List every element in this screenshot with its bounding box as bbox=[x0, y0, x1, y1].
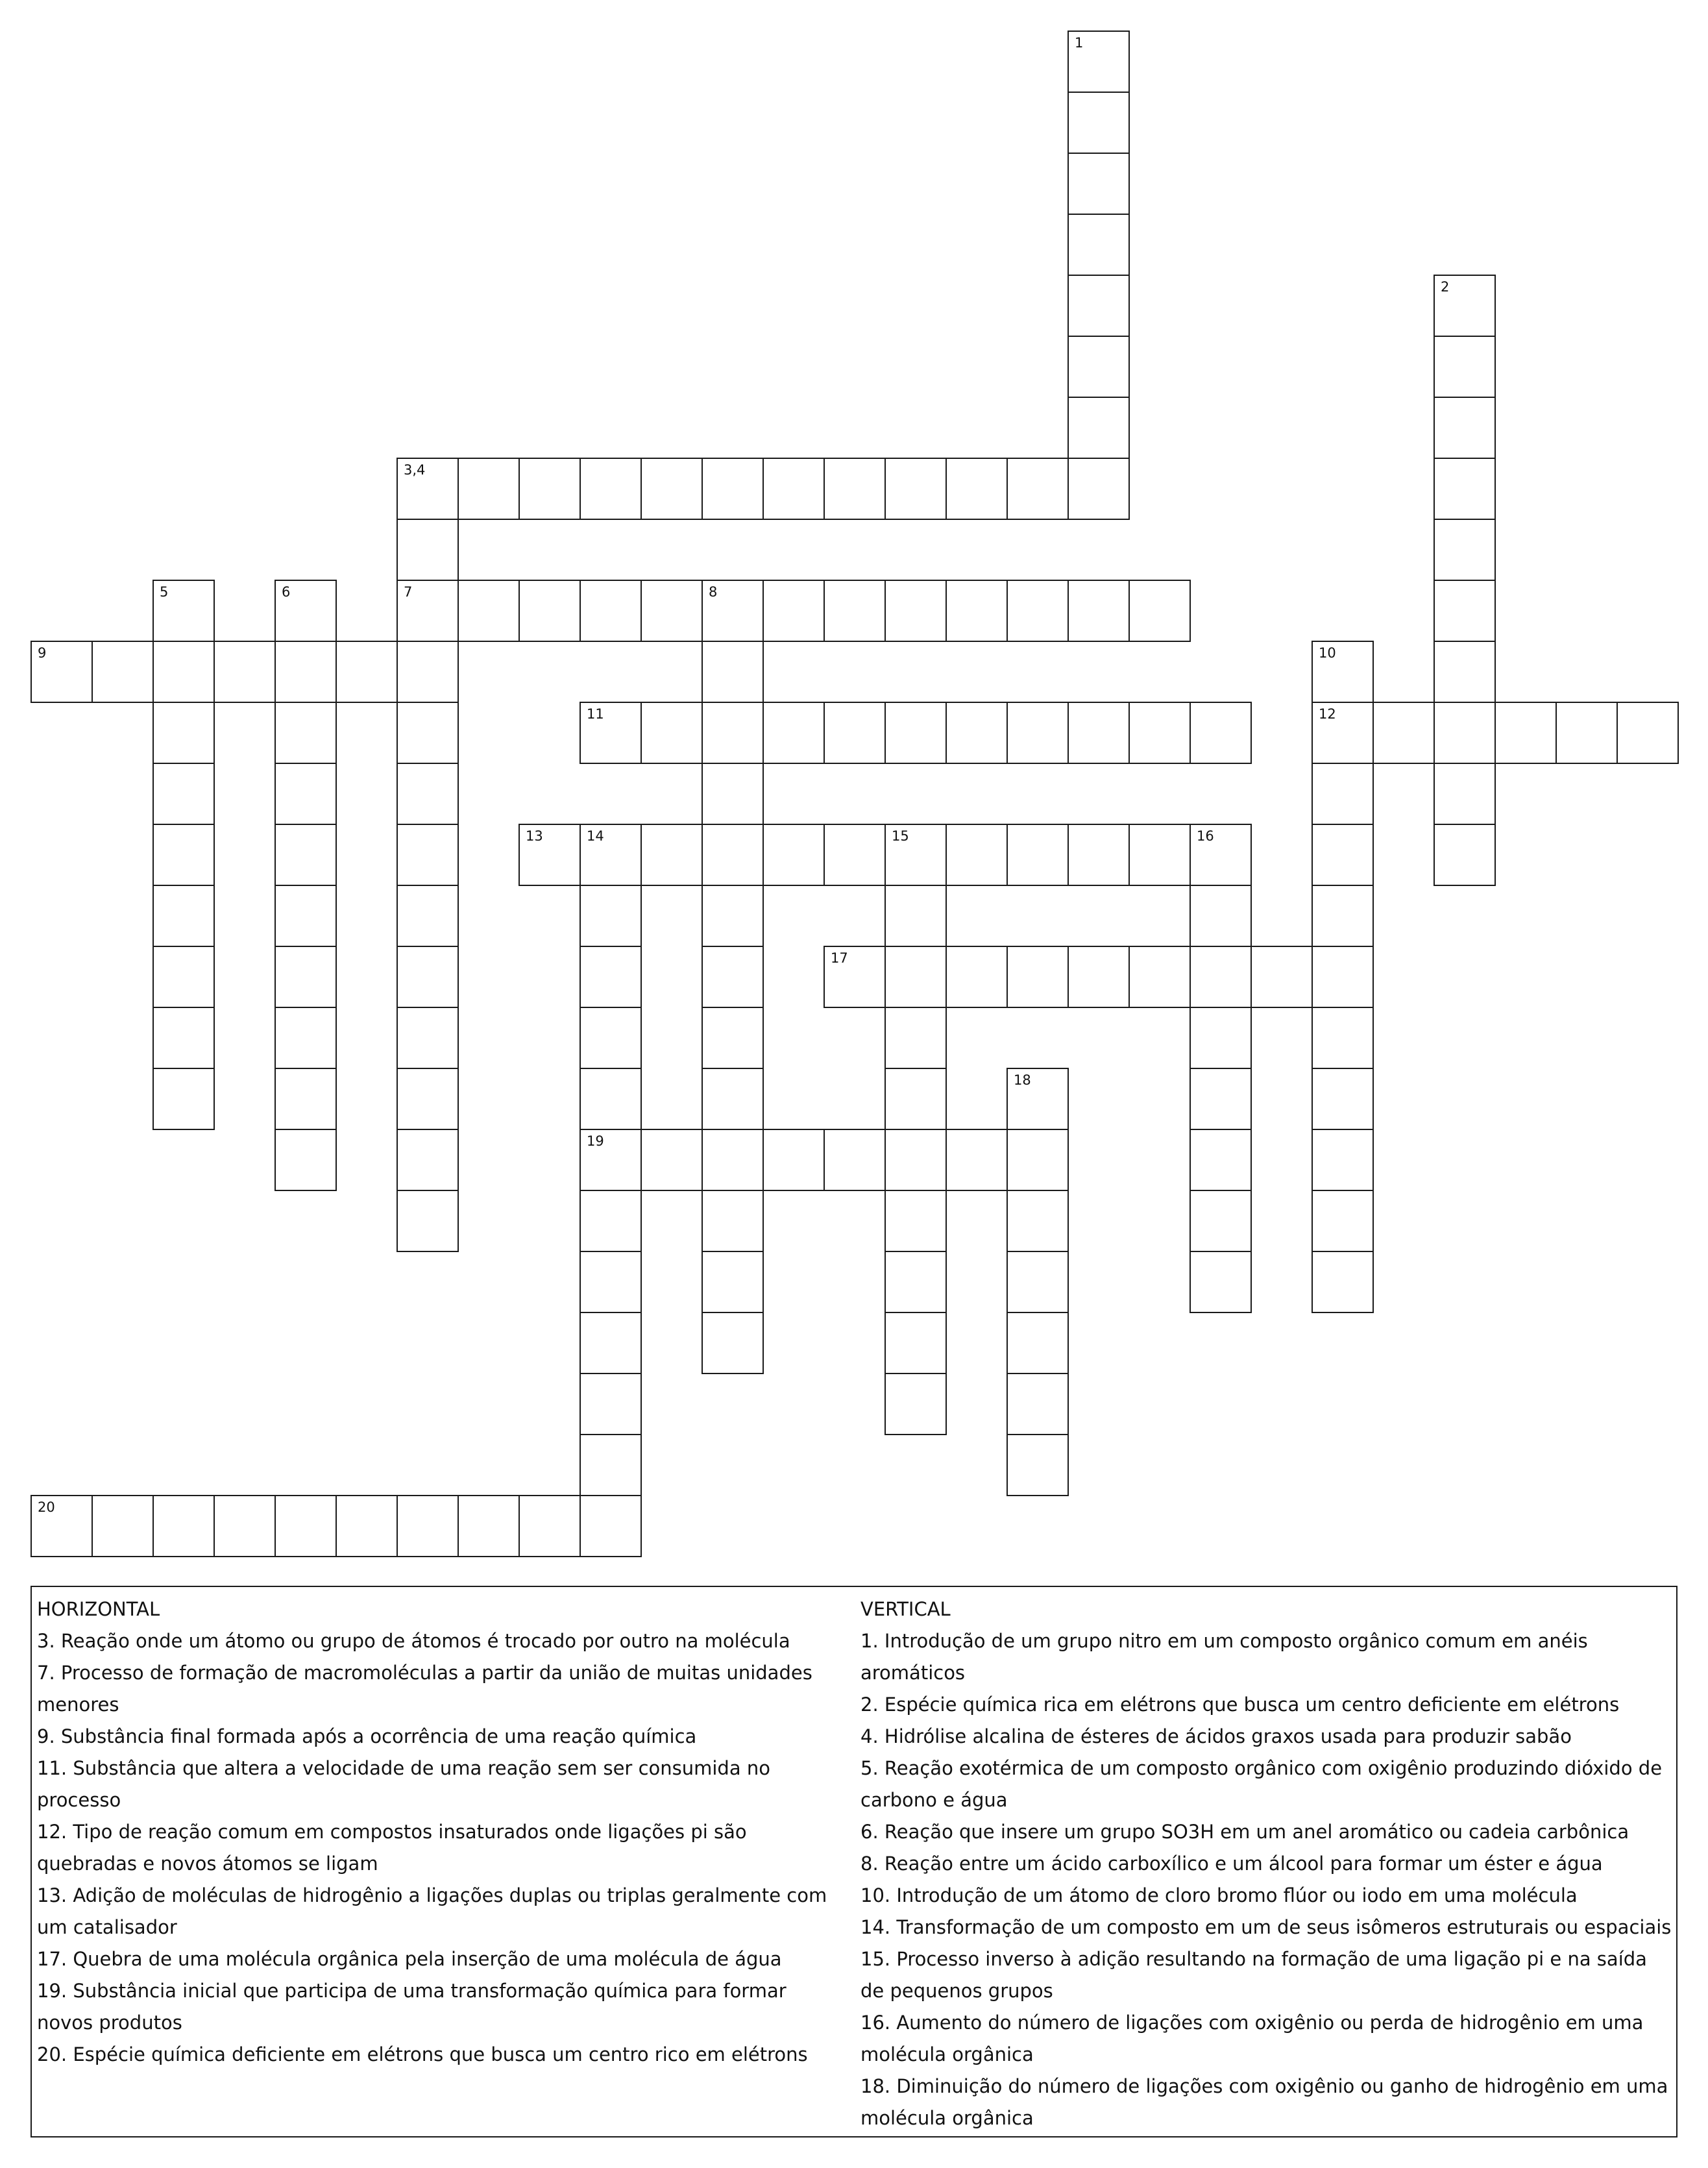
crossword-cell[interactable] bbox=[396, 580, 459, 642]
crossword-cell[interactable] bbox=[1068, 153, 1130, 215]
crossword-cell[interactable] bbox=[1006, 458, 1069, 520]
crossword-cell[interactable] bbox=[1068, 275, 1130, 337]
crossword-cell[interactable] bbox=[702, 1068, 764, 1130]
horizontal-clues bbox=[37, 1594, 848, 2071]
crossword-cell[interactable] bbox=[1312, 1129, 1374, 1191]
crossword-cell[interactable] bbox=[1312, 702, 1374, 764]
crossword-cell[interactable] bbox=[336, 1495, 398, 1557]
crossword-cell[interactable] bbox=[152, 1495, 215, 1557]
crossword-cell[interactable] bbox=[1068, 580, 1130, 642]
crossword-cell[interactable] bbox=[152, 1007, 215, 1069]
crossword-cell[interactable] bbox=[824, 1129, 886, 1191]
crossword-cell[interactable] bbox=[396, 763, 459, 825]
crossword-cell[interactable] bbox=[702, 458, 764, 520]
crossword-cell[interactable] bbox=[702, 580, 764, 642]
crossword-cell[interactable] bbox=[274, 824, 337, 886]
crossword-cell[interactable] bbox=[640, 458, 703, 520]
crossword-cell[interactable] bbox=[702, 763, 764, 825]
crossword-cell[interactable] bbox=[946, 458, 1008, 520]
clues-box bbox=[30, 1586, 1678, 2137]
crossword-cell[interactable] bbox=[824, 824, 886, 886]
crossword-cell[interactable] bbox=[884, 885, 947, 947]
crossword-cell[interactable] bbox=[884, 458, 947, 520]
crossword-cell[interactable] bbox=[396, 1068, 459, 1130]
clue-item: 20. Espécie química deficiente em elétrons que busca um centro rico em elétrons bbox=[37, 2043, 808, 2065]
crossword-cell[interactable] bbox=[580, 946, 642, 1008]
crossword-cell[interactable] bbox=[152, 702, 215, 764]
crossword-cell[interactable] bbox=[396, 519, 459, 581]
crossword-cell[interactable] bbox=[396, 885, 459, 947]
crossword-cell[interactable] bbox=[152, 580, 215, 642]
crossword-cell[interactable] bbox=[1434, 458, 1496, 520]
crossword-cell[interactable] bbox=[884, 702, 947, 764]
horizontal-heading: HORIZONTAL bbox=[37, 1598, 160, 1620]
crossword-cell[interactable] bbox=[214, 641, 276, 703]
crossword-cell[interactable] bbox=[1312, 641, 1374, 703]
vertical-clue-list bbox=[860, 1625, 1672, 2134]
clue-item: 8. Reação entre um ácido carboxílico e um álcool para formar um éster e água bbox=[860, 1853, 1603, 1875]
crossword-cell[interactable] bbox=[702, 885, 764, 947]
crossword-cell[interactable] bbox=[1190, 946, 1252, 1008]
crossword-cell[interactable] bbox=[762, 1129, 825, 1191]
crossword-cell[interactable] bbox=[1006, 1312, 1069, 1374]
crossword-cell[interactable] bbox=[396, 1495, 459, 1557]
crossword-cell[interactable] bbox=[702, 946, 764, 1008]
crossword-cell[interactable] bbox=[1312, 1251, 1374, 1313]
crossword-cell[interactable] bbox=[396, 824, 459, 886]
crossword-cell[interactable] bbox=[1068, 336, 1130, 398]
crossword-cell[interactable] bbox=[580, 1190, 642, 1252]
crossword-cell[interactable] bbox=[152, 763, 215, 825]
crossword-cell[interactable] bbox=[1190, 1068, 1252, 1130]
crossword-cell[interactable] bbox=[214, 1495, 276, 1557]
crossword-cell[interactable] bbox=[396, 1129, 459, 1191]
clue-number: 11 bbox=[587, 706, 604, 722]
crossword-cell[interactable] bbox=[458, 458, 520, 520]
crossword-cell[interactable] bbox=[274, 1007, 337, 1069]
crossword-cell[interactable] bbox=[396, 1190, 459, 1252]
crossword-cell[interactable] bbox=[702, 1190, 764, 1252]
crossword-cell[interactable] bbox=[824, 458, 886, 520]
crossword-cell[interactable] bbox=[1190, 1251, 1252, 1313]
crossword-cell[interactable] bbox=[1312, 885, 1374, 947]
clue-item: 12. Tipo de reação comum em compostos insaturados onde ligações pi são quebradas e novos átomos se ligam bbox=[37, 1821, 747, 1875]
crossword-cell[interactable] bbox=[824, 946, 886, 1008]
crossword-cell[interactable] bbox=[946, 1129, 1008, 1191]
crossword-cell[interactable] bbox=[580, 1434, 642, 1496]
crossword-cell[interactable] bbox=[1068, 458, 1130, 520]
crossword-cell[interactable] bbox=[1006, 1373, 1069, 1435]
crossword-cell[interactable] bbox=[1068, 946, 1130, 1008]
clue-item: 2. Espécie química rica em elétrons que busca um centro deficiente em elétrons bbox=[860, 1694, 1620, 1716]
crossword-cell[interactable] bbox=[1128, 580, 1191, 642]
crossword-cell[interactable] bbox=[1006, 1251, 1069, 1313]
crossword-cell[interactable] bbox=[824, 702, 886, 764]
crossword-cell[interactable] bbox=[762, 702, 825, 764]
crossword-cell[interactable] bbox=[884, 1068, 947, 1130]
crossword-cell[interactable] bbox=[580, 1007, 642, 1069]
crossword-cell[interactable] bbox=[1068, 31, 1130, 93]
clue-item: 4. Hidrólise alcalina de ésteres de ácidos graxos usada para produzir sabão bbox=[860, 1725, 1572, 1747]
crossword-cell[interactable] bbox=[580, 1129, 642, 1191]
crossword-cell[interactable] bbox=[884, 1129, 947, 1191]
crossword-cell[interactable] bbox=[580, 1373, 642, 1435]
crossword-cell[interactable] bbox=[458, 1495, 520, 1557]
clue-item: 1. Introdução de um grupo nitro em um composto orgânico comum em anéis aromáticos bbox=[860, 1630, 1588, 1684]
crossword-cell[interactable] bbox=[1068, 92, 1130, 154]
crossword-cell[interactable] bbox=[640, 1129, 703, 1191]
crossword-cell[interactable] bbox=[580, 1312, 642, 1374]
crossword-cell[interactable] bbox=[640, 702, 703, 764]
clue-number: 6 bbox=[282, 584, 291, 600]
crossword-cell[interactable] bbox=[1190, 702, 1252, 764]
crossword-cell[interactable] bbox=[92, 641, 154, 703]
crossword-cell[interactable] bbox=[1434, 641, 1496, 703]
crossword-cell[interactable] bbox=[702, 824, 764, 886]
clue-number: 17 bbox=[831, 950, 848, 966]
crossword-cell[interactable] bbox=[1312, 763, 1374, 825]
crossword-cell[interactable] bbox=[702, 1129, 764, 1191]
crossword-cell[interactable] bbox=[1128, 946, 1191, 1008]
crossword-cell[interactable] bbox=[152, 641, 215, 703]
crossword-cell[interactable] bbox=[1312, 946, 1374, 1008]
crossword-cell[interactable] bbox=[1250, 946, 1313, 1008]
clue-item: 3. Reação onde um átomo ou grupo de átomos é trocado por outro na molécula bbox=[37, 1630, 790, 1652]
crossword-cell[interactable] bbox=[884, 1007, 947, 1069]
crossword-cell[interactable] bbox=[518, 1495, 581, 1557]
crossword-cell[interactable] bbox=[1006, 824, 1069, 886]
clue-number: 20 bbox=[38, 1499, 55, 1515]
crossword-cell[interactable] bbox=[580, 580, 642, 642]
crossword-cell[interactable] bbox=[274, 580, 337, 642]
crossword-cell[interactable] bbox=[336, 641, 398, 703]
crossword-cell[interactable] bbox=[30, 641, 93, 703]
crossword-cell[interactable] bbox=[702, 641, 764, 703]
crossword-cell[interactable] bbox=[946, 702, 1008, 764]
crossword-cell[interactable] bbox=[702, 1251, 764, 1313]
crossword-cell[interactable] bbox=[762, 458, 825, 520]
crossword-cell[interactable] bbox=[580, 1495, 642, 1557]
clue-number: 1 bbox=[1075, 35, 1084, 51]
clue-number: 14 bbox=[587, 828, 604, 844]
clue-item: 13. Adição de moléculas de hidrogênio a ligações duplas ou triplas geralmente com um catalisador bbox=[37, 1884, 827, 1938]
crossword-cell[interactable] bbox=[640, 824, 703, 886]
clue-item: 15. Processo inverso à adição resultando na formação de uma ligação pi e na saída de pequenos grupos bbox=[860, 1948, 1647, 2002]
crossword-cell[interactable] bbox=[884, 1190, 947, 1252]
clue-number: 9 bbox=[38, 645, 47, 661]
crossword-cell[interactable] bbox=[1434, 824, 1496, 886]
crossword-cell[interactable] bbox=[1190, 885, 1252, 947]
clue-number: 8 bbox=[709, 584, 718, 600]
crossword-cell[interactable] bbox=[1312, 1007, 1374, 1069]
crossword-cell[interactable] bbox=[580, 885, 642, 947]
crossword-cell[interactable] bbox=[152, 946, 215, 1008]
crossword-cell[interactable] bbox=[1006, 946, 1069, 1008]
crossword-cell[interactable] bbox=[946, 824, 1008, 886]
crossword-cell[interactable] bbox=[1312, 1068, 1374, 1130]
crossword-cell[interactable] bbox=[762, 580, 825, 642]
crossword-cell[interactable] bbox=[640, 580, 703, 642]
clue-item: 5. Reação exotérmica de um composto orgânico com oxigênio produzindo dióxido de carbono e água bbox=[860, 1757, 1663, 1811]
crossword-cell[interactable] bbox=[1556, 702, 1618, 764]
clue-item: 7. Processo de formação de macromoléculas a partir da união de muitas unidades menores bbox=[37, 1662, 812, 1716]
crossword-cell[interactable] bbox=[1068, 214, 1130, 276]
crossword-cell[interactable] bbox=[1006, 1068, 1069, 1130]
crossword-cell[interactable] bbox=[702, 1312, 764, 1374]
crossword-cell[interactable] bbox=[1434, 397, 1496, 459]
crossword-cell[interactable] bbox=[580, 458, 642, 520]
crossword-cell[interactable] bbox=[884, 946, 947, 1008]
crossword-cell[interactable] bbox=[580, 702, 642, 764]
crossword-cell[interactable] bbox=[702, 702, 764, 764]
crossword-cell[interactable] bbox=[946, 580, 1008, 642]
clue-number: 12 bbox=[1319, 706, 1336, 722]
crossword-cell[interactable] bbox=[1190, 824, 1252, 886]
crossword-cell[interactable] bbox=[396, 1007, 459, 1069]
crossword-cell[interactable] bbox=[1434, 275, 1496, 337]
crossword-cell[interactable] bbox=[274, 1129, 337, 1191]
crossword-cell[interactable] bbox=[1006, 1129, 1069, 1191]
crossword-cell[interactable] bbox=[1434, 336, 1496, 398]
crossword-cell[interactable] bbox=[396, 641, 459, 703]
crossword-cell[interactable] bbox=[274, 885, 337, 947]
crossword-cell[interactable] bbox=[152, 1068, 215, 1130]
clue-number: 19 bbox=[587, 1133, 604, 1149]
clue-item: 6. Reação que insere um grupo SO3H em um anel aromático ou cadeia carbônica bbox=[860, 1821, 1629, 1843]
clue-number: 7 bbox=[404, 584, 413, 600]
clue-item: 16. Aumento do número de ligações com oxigênio ou perda de hidrogênio em uma molécula orgânica bbox=[860, 2012, 1644, 2065]
crossword-cell[interactable] bbox=[1372, 702, 1435, 764]
crossword-cell[interactable] bbox=[762, 824, 825, 886]
crossword-cell[interactable] bbox=[458, 580, 520, 642]
crossword-cell[interactable] bbox=[580, 1251, 642, 1313]
crossword-cell[interactable] bbox=[1312, 824, 1374, 886]
crossword-cell[interactable] bbox=[884, 580, 947, 642]
crossword-cell[interactable] bbox=[884, 1373, 947, 1435]
crossword-cell[interactable] bbox=[1494, 702, 1557, 764]
clue-number: 3,4 bbox=[404, 462, 426, 478]
clue-item: 11. Substância que altera a velocidade de uma reação sem ser consumida no processo bbox=[37, 1757, 770, 1811]
clue-item: 9. Substância final formada após a ocorrência de uma reação química bbox=[37, 1725, 697, 1747]
crossword-cell[interactable] bbox=[1434, 519, 1496, 581]
crossword-cell[interactable] bbox=[92, 1495, 154, 1557]
crossword-cell[interactable] bbox=[1006, 702, 1069, 764]
crossword-cell[interactable] bbox=[152, 824, 215, 886]
crossword-cell[interactable] bbox=[396, 702, 459, 764]
crossword-cell[interactable] bbox=[518, 458, 581, 520]
clue-number: 13 bbox=[526, 828, 543, 844]
crossword-cell[interactable] bbox=[274, 641, 337, 703]
crossword-cell[interactable] bbox=[152, 885, 215, 947]
clue-item: 10. Introdução de um átomo de cloro bromo flúor ou iodo em uma molécula bbox=[860, 1884, 1578, 1906]
crossword-cell[interactable] bbox=[580, 1068, 642, 1130]
crossword-cell[interactable] bbox=[884, 824, 947, 886]
crossword-cell[interactable] bbox=[580, 824, 642, 886]
clue-item: 18. Diminuição do número de ligações com oxigênio ou ganho de hidrogênio em uma molécula orgânica bbox=[860, 2075, 1668, 2129]
crossword-cell[interactable] bbox=[1312, 1190, 1374, 1252]
crossword-cell[interactable] bbox=[1434, 702, 1496, 764]
crossword-cell[interactable] bbox=[1068, 824, 1130, 886]
crossword-cell[interactable] bbox=[1616, 702, 1679, 764]
crossword-cell[interactable] bbox=[1068, 702, 1130, 764]
clue-item: 17. Quebra de uma molécula orgânica pela inserção de uma molécula de água bbox=[37, 1948, 782, 1970]
crossword-cell[interactable] bbox=[1434, 763, 1496, 825]
crossword-cell[interactable] bbox=[884, 1312, 947, 1374]
crossword-cell[interactable] bbox=[274, 946, 337, 1008]
clue-item: 19. Substância inicial que participa de uma transformação química para formar novos produtos bbox=[37, 1980, 787, 2034]
crossword-cell[interactable] bbox=[1006, 1434, 1069, 1496]
crossword-cell[interactable] bbox=[30, 1495, 93, 1557]
crossword-cell[interactable] bbox=[274, 702, 337, 764]
vertical-clues bbox=[860, 1594, 1672, 2134]
clue-number: 5 bbox=[160, 584, 169, 600]
crossword-cell[interactable] bbox=[1190, 1129, 1252, 1191]
crossword-cell[interactable] bbox=[1190, 1007, 1252, 1069]
crossword-cell[interactable] bbox=[1434, 580, 1496, 642]
crossword-cell[interactable] bbox=[1068, 397, 1130, 459]
clue-number: 15 bbox=[892, 828, 909, 844]
clue-number: 18 bbox=[1014, 1072, 1031, 1088]
crossword-cell[interactable] bbox=[518, 580, 581, 642]
crossword-cell[interactable] bbox=[1190, 1190, 1252, 1252]
crossword-cell[interactable] bbox=[274, 1495, 337, 1557]
crossword-cell[interactable] bbox=[946, 946, 1008, 1008]
crossword-cell[interactable] bbox=[824, 580, 886, 642]
crossword-cell[interactable] bbox=[702, 1007, 764, 1069]
crossword-cell[interactable] bbox=[396, 946, 459, 1008]
horizontal-clue-list bbox=[37, 1625, 848, 2071]
clue-number: 2 bbox=[1441, 279, 1450, 295]
clue-number: 10 bbox=[1319, 645, 1336, 661]
crossword-cell[interactable] bbox=[518, 824, 581, 886]
crossword-cell[interactable] bbox=[274, 1068, 337, 1130]
crossword-cell[interactable] bbox=[1006, 580, 1069, 642]
crossword-cell[interactable] bbox=[1006, 1190, 1069, 1252]
crossword-cell[interactable] bbox=[1128, 824, 1191, 886]
crossword-cell[interactable] bbox=[884, 1251, 947, 1313]
clue-number: 16 bbox=[1197, 828, 1214, 844]
crossword-cell[interactable] bbox=[396, 458, 459, 520]
clue-item: 14. Transformação de um composto em um de seus isômeros estruturais ou espaciais bbox=[860, 1916, 1672, 1938]
crossword-cell[interactable] bbox=[274, 763, 337, 825]
crossword-cell[interactable] bbox=[1128, 702, 1191, 764]
vertical-heading: VERTICAL bbox=[860, 1598, 951, 1620]
